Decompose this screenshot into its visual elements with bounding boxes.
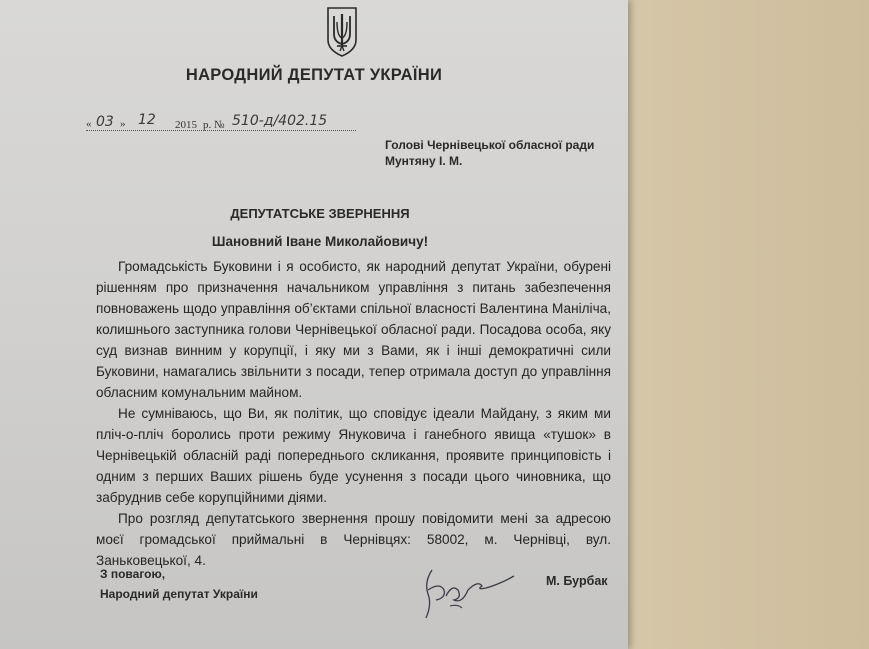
quote-close: » xyxy=(120,118,126,130)
closing-regards: З повагою, xyxy=(100,567,166,581)
registration-line xyxy=(86,114,386,136)
page-heading: НАРОДНИЙ ДЕПУТАТ УКРАЇНИ xyxy=(185,66,443,84)
registration-number-label: р. № xyxy=(203,119,225,131)
handwritten-signature-icon xyxy=(410,560,520,626)
body-paragraph-2: Не сумніваюсь, що Ви, як політик, що сповідує ідеали Майдану, з яким ми пліч-о-пліч боролись проти режиму Януковича і ганебного явища «тушок» в Чернівецькій обласній раді попереднього скликання, проявите принциповість і одним з перших Ваших рішень буде усунення з посади цього чиновника, що забруднив себе корупційними діями. xyxy=(96,406,611,505)
registration-underline xyxy=(86,130,356,131)
desk-surface xyxy=(609,0,869,649)
quote-open: « xyxy=(86,118,92,130)
signer-name: М. Бурбак xyxy=(546,574,608,588)
addressee-position: Голові Чернівецької обласної ради xyxy=(385,138,595,152)
addressee-name: Мунтяну І. М. xyxy=(385,154,463,168)
letter-body xyxy=(96,256,611,571)
closing-block xyxy=(100,564,350,604)
document-title: ДЕПУТАТСЬКЕ ЗВЕРНЕННЯ xyxy=(230,206,410,221)
registration-day: 03 xyxy=(96,114,114,130)
addressee-block xyxy=(385,137,603,169)
closing-position: Народний депутат України xyxy=(100,587,258,601)
body-paragraph-1: Громадськість Буковини і я особисто, як народний депутат України, обурені рішенням про призначення начальником управління з питань забезпечення повноважень щодо управління об’єктами спільної власності Валентина Маніліча, колишнього заступника голови Чернівецької обласної ради. Посадова особа, яку суд визнав винним у корупції, і яку ми з Вами, як і інші демократичні сили Буковини, намагались звільнити з посади, тепер отримала доступ до управління обласним комунальним майном. xyxy=(96,259,611,400)
trident-coat-of-arms-icon xyxy=(322,4,362,60)
greeting: Шановний Іване Миколайовичу! xyxy=(211,234,429,249)
registration-number: 510-д/402.15 xyxy=(232,113,328,129)
registration-month: 12 xyxy=(138,112,156,128)
registration-year: 2015 xyxy=(175,119,197,131)
body-paragraph-3: Про розгляд депутатського звернення прошу повідомити мені за адресою моєї громадської приймальні в Чернівцях: 58002, м. Чернівці, вул. Заньковецької, 4. xyxy=(96,511,611,568)
